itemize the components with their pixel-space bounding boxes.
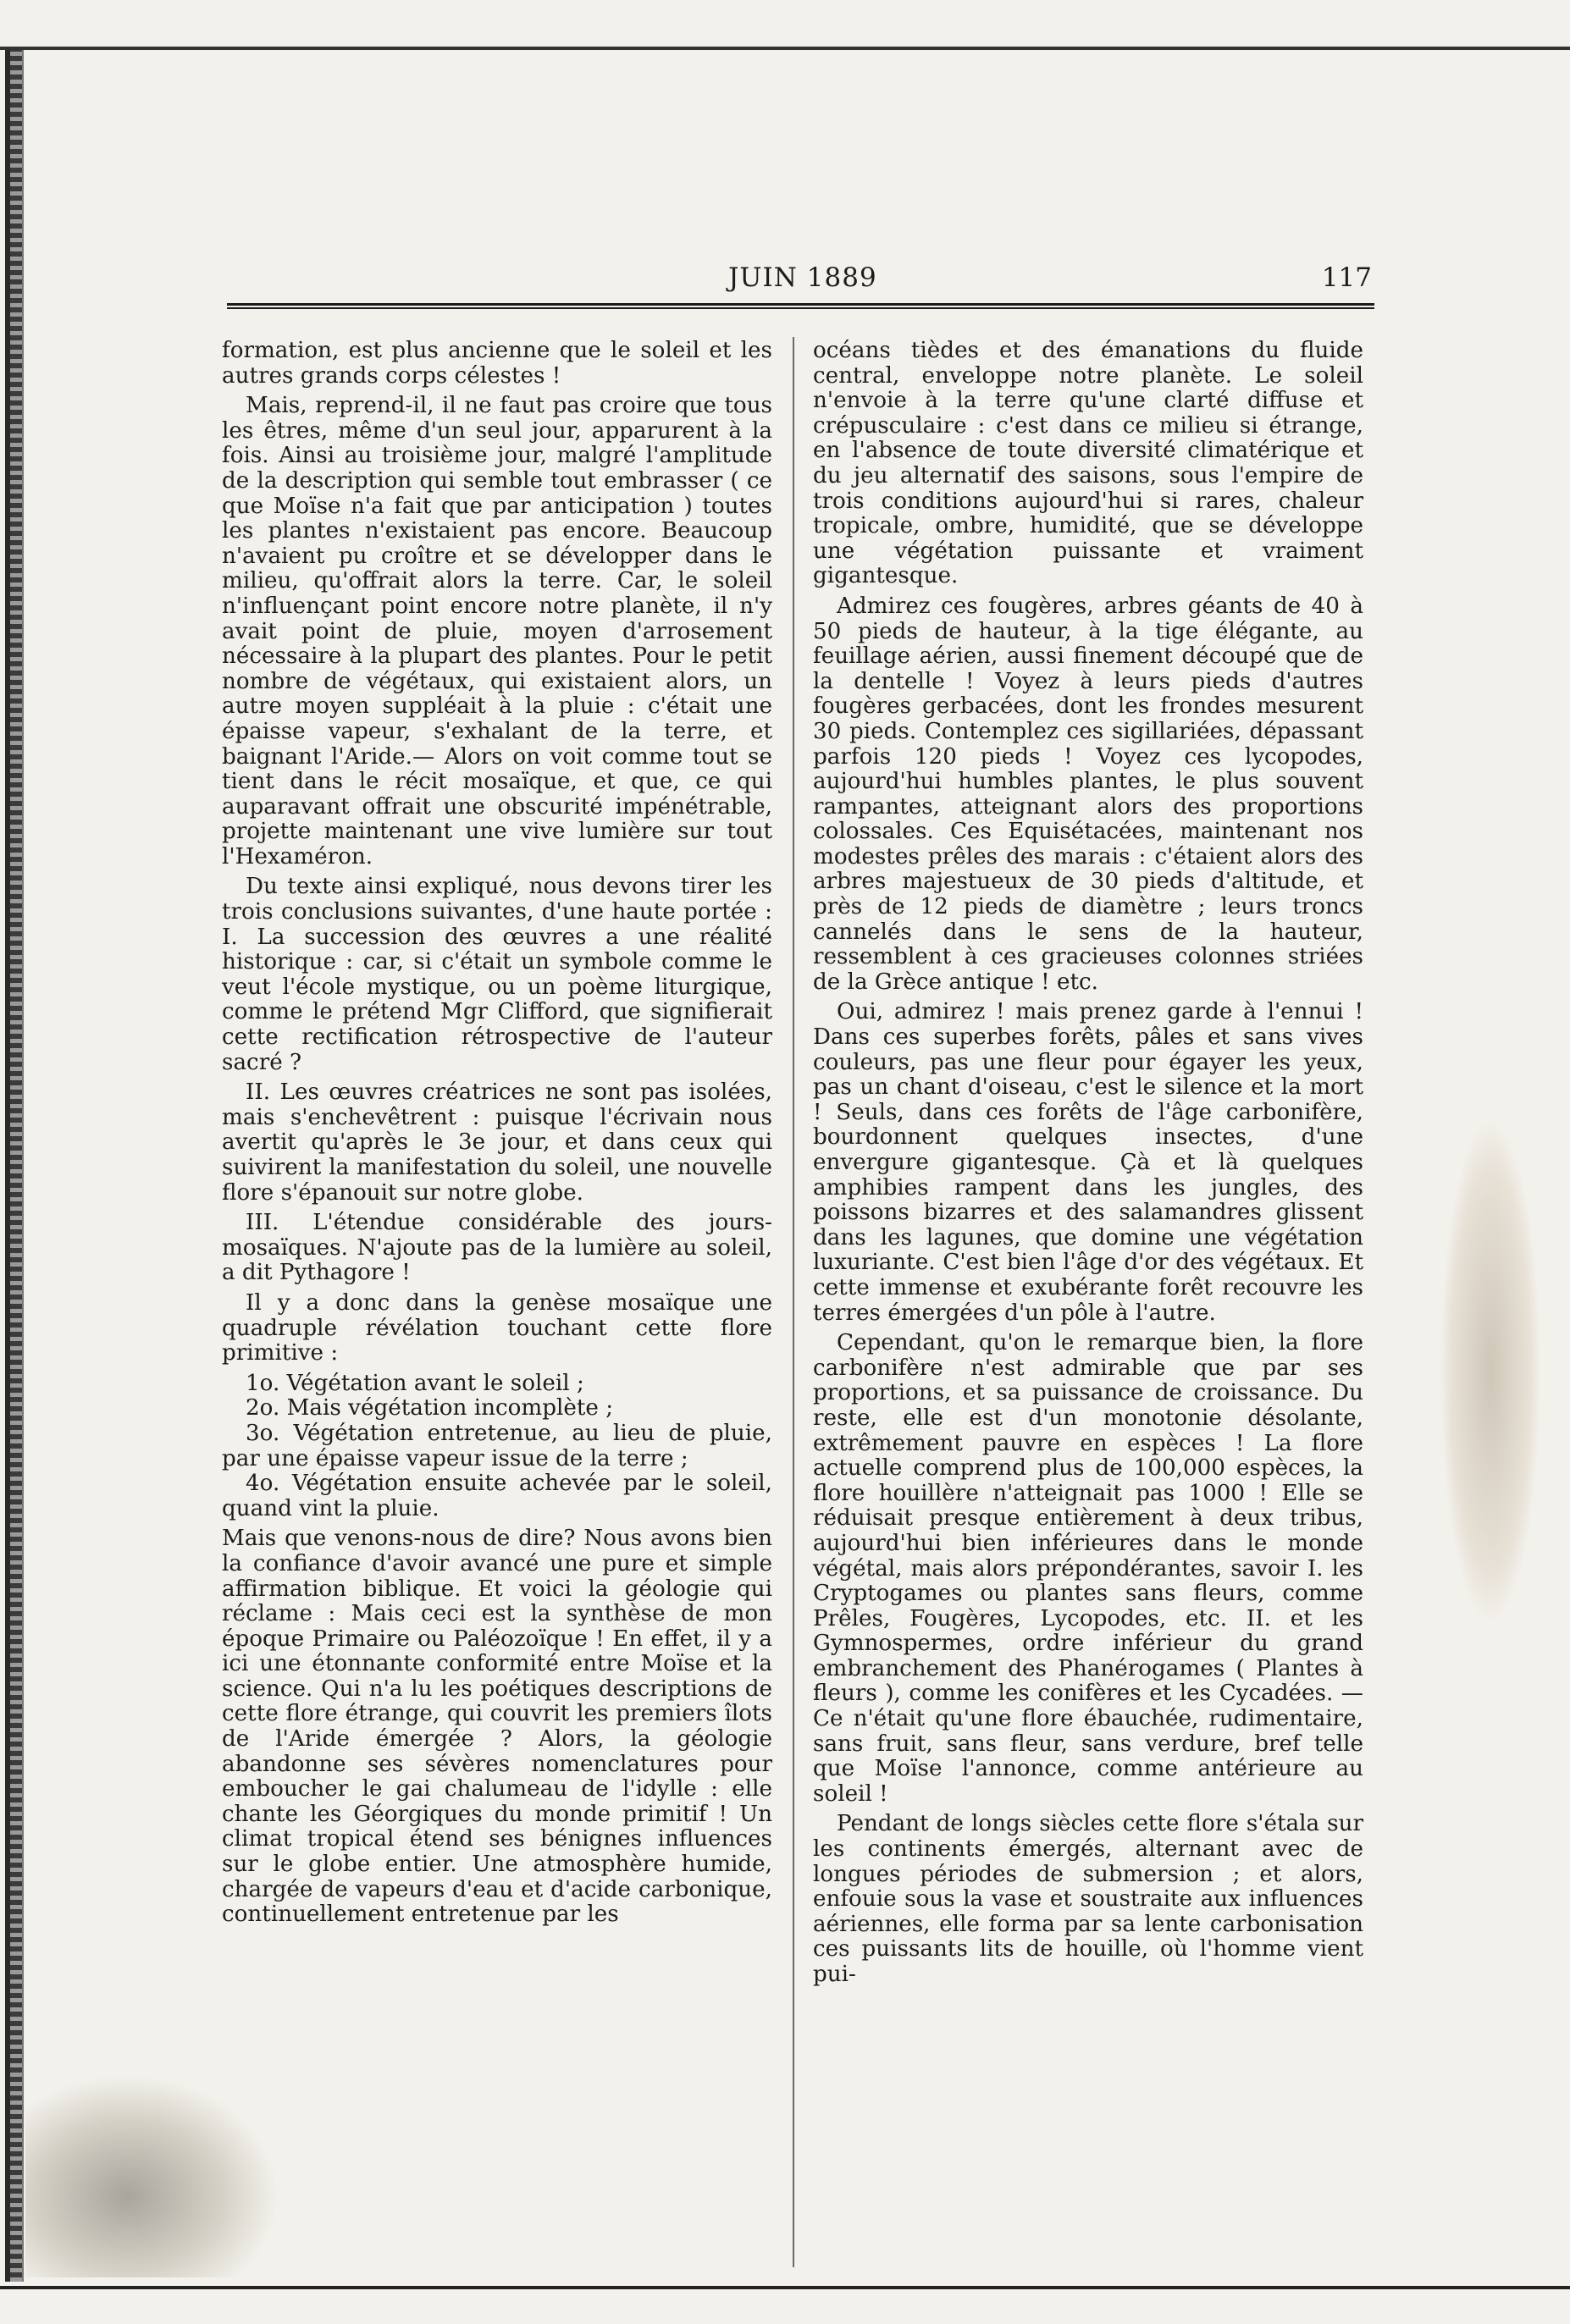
list-item: 4o. Végétation ensuite achevée par le soleil, quand vint la pluie. [222,1471,772,1521]
scan-top-edge [0,47,1570,50]
paragraph: Pendant de longs siècles cette flore s'étala sur les continents émergés, alternant avec de longues périodes de submersion ; et alors, enfouie sous la vase et soustraite aux influences aériennes, elle forma par sa lente carbonisation ces puissants lits de houille, où l'homme vient pui- [813,1811,1363,1987]
paragraph: formation, est plus ancienne que le soleil et les autres grands corps célestes ! [222,338,772,389]
list-item: 2o. Mais végétation incomplète ; [246,1395,614,1421]
paper-stain [25,2074,279,2277]
paragraph: II. Les œuvres créatrices ne sont pas isolées, mais s'enchevêtrent : puisque l'écrivain nous avertit qu'après le 3e jour, et dans ceux qui suivirent la manifestation du soleil, une nouvelle flore s'épanouit sur notre globe. [222,1079,772,1206]
paragraph: Cependant, qu'on le remarque bien, la flore carbonifère n'est admirable que par ses proportions, et sa puissance de croissance. Du reste, elle est d'un monotonie désolante, extrêmement pauvre en espèces ! La flore actuelle comprend plus de 100,000 espèces, la flore houillère n'atteignait pas 1000 ! Elle se réduisait presque entièrement à deux tribus, aujourd'hui bien inférieures dans le monde végétal, mais alors prépondérantes, savoir I. les Cryptogames ou plantes sans fleurs, comme Prêles, Fougères, Lycopodes, etc. II. et les Gymnospermes, ordre inférieur du grand embranchement des Phanérogames ( Plantes à fleurs ), comme les conifères et les Cycadées. — Ce n'était qu'une flore ébauchée, rudimentaire, sans fruit, sans fleur, sans verdure, bref telle que Moïse l'annonce, comme antérieure au soleil ! [813,1330,1363,1807]
paragraph: Du texte ainsi expliqué, nous devons tirer les trois conclusions suivantes, d'une haute portée : I. La succession des œuvres a une réalité historique : car, si c'était un symbole comme le veut l'école mystique, ou un poème liturgique, comme le prétend Mgr Clifford, que signifierait cette rectification rétrospective de l'auteur sacré ? [222,874,772,1075]
scan-binding-edge [5,47,24,2282]
page-number: 117 [1321,262,1372,293]
left-column [222,339,772,1933]
paragraph: Mais que venons-nous de dire? Nous avons bien la confiance d'avoir avancé une pure et simple affirmation biblique. Et voici la géologie qui réclame : Mais ceci est la synthèse de mon époque Primaire ou Paléozoïque ! En effet, il y a ici une étonnante conformité entre Moïse et la science. Qui n'a lu les poétiques descriptions de cette flore étrange, qui couvrit les premiers îlots de l'Aride émergée ? Alors, la géologie abandonne ses sévères nomenclatures pour emboucher le gai chalumeau de l'idylle : elle chante les Géorgiques du monde primitif ! Un climat tropical étend ses bénignes influences sur le globe entier. Une atmosphère humide, chargée de vapeurs d'eau et d'acide carbonique, continuellement entretenue par les [222,1526,772,1928]
paragraph: Oui, admirez ! mais prenez garde à l'ennui ! Dans ces superbes forêts, pâles et sans vives couleurs, pas une fleur pour égayer les yeux, pas un chant d'oiseau, c'est le silence et la mort ! Seuls, dans ces forêts de l'âge carbonifère, bourdonnent quelques insectes, d'une envergure gigantesque. Çà et là quelques amphibies rampent dans les jungles, des poissons bizarres et des salamandres glissent dans les lagunes, que domine une végétation luxuriante. C'est bien l'âge d'or des végétaux. Et cette immense et exubérante forêt recouvre les terres émergées d'un pôle à l'autre. [813,999,1363,1326]
paragraph: III. L'étendue considérable des jours-mosaïques. N'ajoute pas de la lumière au soleil, a dit Pythagore ! [222,1210,772,1286]
list-item: 3o. Végétation entretenue, au lieu de pluie, par une épaisse vapeur issue de la terre ; [222,1420,772,1471]
column-divider [793,337,794,2267]
paragraph: Admirez ces fougères, arbres géants de 40 à 50 pieds de hauteur, à la tige élégante, au feuillage aérien, aussi finement découpé que de la dentelle ! Voyez à leurs pieds d'autres fougères gerbacées, dont les frondes mesurent 30 pieds. Contemplez ces sigillariées, dépassant parfois 120 pieds ! Voyez ces lycopodes, aujourd'hui humbles plantes, le plus souvent rampantes, atteignant alors des proportions colossales. Ces Equisétacées, maintenant nos modestes prêles des marais : c'étaient alors des arbres majestueux de 30 pieds d'altitude, et près de 12 pieds de diamètre ; leurs troncs cannelés dans le sens de la hauteur, ressemblent à ces gracieuses colonnes striées de la Grèce antique ! etc. [813,593,1363,995]
right-column [813,339,1363,1993]
page-header [229,262,1372,305]
paper-damage [1440,1118,1541,1626]
paragraph: océans tièdes et des émanations du fluide central, enveloppe notre planète. Le soleil n'envoie à la terre qu'une clarté diffuse et crépusculaire : c'est dans ce milieu si étrange, en l'absence de toute diversité climatérique et du jeu alternatif des saisons, sous l'empire de trois conditions aujourd'hui si rares, chaleur tropicale, ombre, humidité, que se développe une végétation puissante et vraiment gigantesque. [813,338,1363,589]
header-rule [227,303,1374,309]
scan-bottom-edge [0,2286,1570,2289]
list-item: 1o. Végétation avant le soleil ; [246,1370,584,1396]
paragraph: Mais, reprend-il, il ne faut pas croire que tous les êtres, même d'un seul jour, apparurent à la fois. Ainsi au troisième jour, malgré l'amplitude de la description qui semble tout embrasser ( ce que Moïse n'a fait que par anticipation ) toutes les plantes n'existaient pas encore. Beaucoup n'avaient pu croître et se développer dans le milieu, qu'offrait alors la terre. Car, le soleil n'influençant point encore notre planète, il n'y avait point de pluie, moyen d'arrosement nécessaire à la plupart des plantes. Pour le petit nombre de végétaux, qui existaient alors, un autre moyen suppléait à la pluie : c'était une épaisse vapeur, s'exhalant de la terre, et baignant l'Aride.— Alors on voit comme tout se tient dans le récit mosaïque, et que, ce qui auparavant offrait une obscurité impénétrable, projette maintenant une vive lumière sur tout l'Hexaméron. [222,393,772,869]
paragraph: Il y a donc dans la genèse mosaïque une quadruple révélation touchant cette flore primitive : [222,1289,772,1366]
running-title: JUIN 1889 [728,262,877,293]
